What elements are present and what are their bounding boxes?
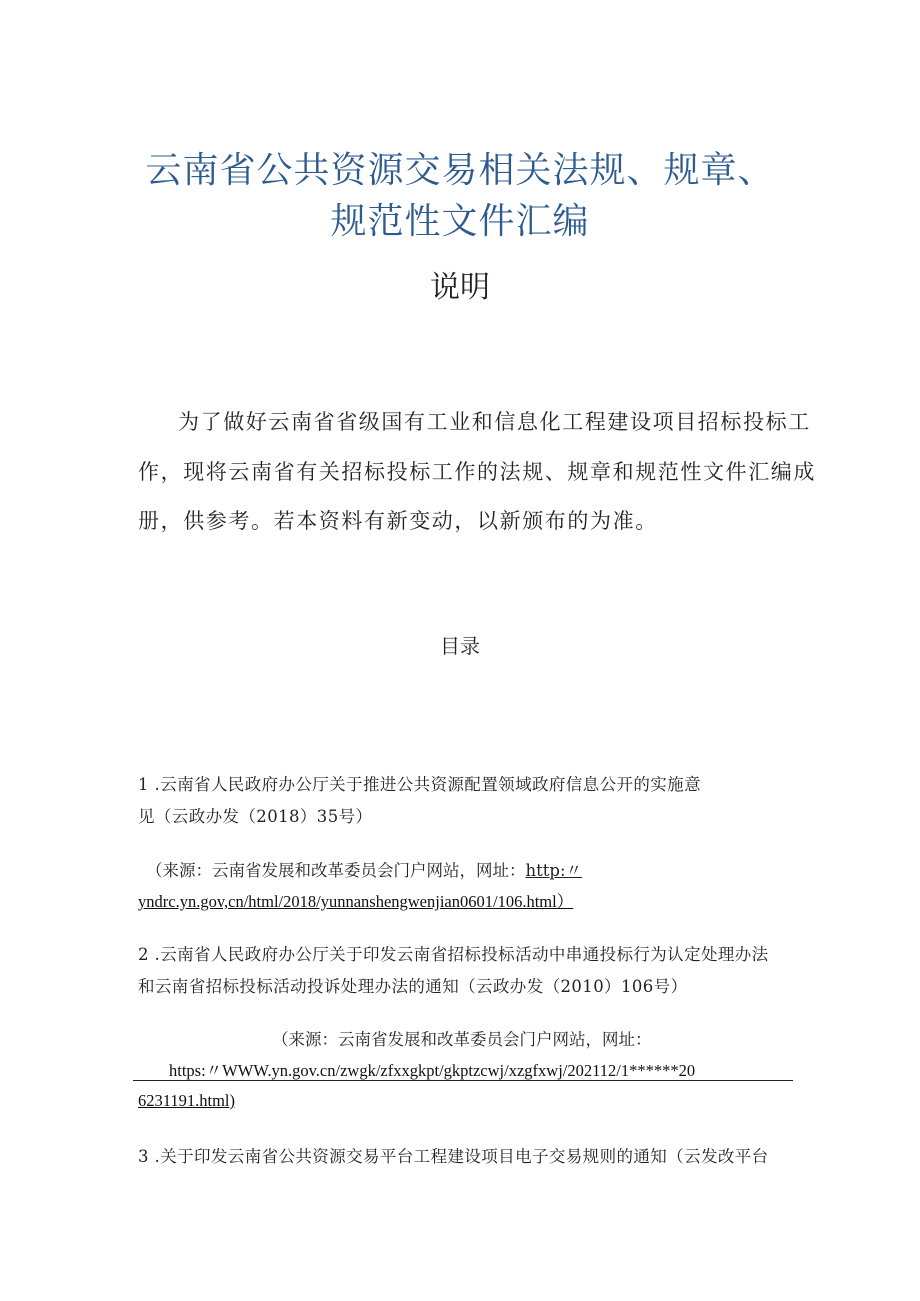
section-heading-explanation: 说明 [430,270,490,305]
document-title-line-2: 规范性文件汇编 [330,201,590,242]
toc-item-1-link-part-2[interactable]: yndrc.yn.gov,cn/html/2018/yunnanshengwenjian0601/106.html） [138,892,574,911]
toc-item-2-link-part-1[interactable]: https:〃WWW.yn.gov.cn/zwgk/zfxxgkpt/gkptzcwj/xzgfxwj/202112/1******20 [169,1061,696,1080]
toc-item-1-line-1: 1 .云南省人民政府办公厅关于推进公共资源配置领域政府信息公开的实施意 [138,775,701,794]
toc-item-1-line-2: 见（云政办发（2018）35号） [138,807,373,826]
toc-item-2-link-part-2[interactable]: 6231191.html) [138,1091,236,1110]
intro-line-3: 册，供参考。若本资料有新变动，以新颁布的为准。 [138,509,658,533]
intro-line-1: 为了做好云南省省级国有工业和信息化工程建设项目招标投标工 [178,410,811,434]
toc-item-3-line-1: 3 .关于印发云南省公共资源交易平台工程建设项目电子交易规则的通知（云发改平台 [138,1147,769,1166]
toc-item-2-line-1: 2 .云南省人民政府办公厅关于印发云南省招标投标活动中串通投标行为认定处理办法 [138,945,769,964]
toc-item-1-link-part-1[interactable]: http:〃 [525,861,583,880]
document-title-line-1: 云南省公共资源交易相关法规、规章、 [145,150,775,191]
toc-item-1-source-label [146,857,582,881]
toc-item-2-line-2: 和云南省招标投标活动投诉处理办法的通知（云政办发（2010）106号） [138,977,688,996]
toc-item-2-link-underline [133,1080,793,1081]
intro-line-2: 作，现将云南省有关招标投标工作的法规、规章和规范性文件汇编成 [138,460,816,484]
toc-item-1-source-prefix: （来源：云南省发展和改革委员会门户网站，网址： [146,861,526,880]
toc-item-2-source-prefix: （来源：云南省发展和改革委员会门户网站，网址： [272,1030,652,1049]
toc-heading: 目录 [440,634,480,658]
